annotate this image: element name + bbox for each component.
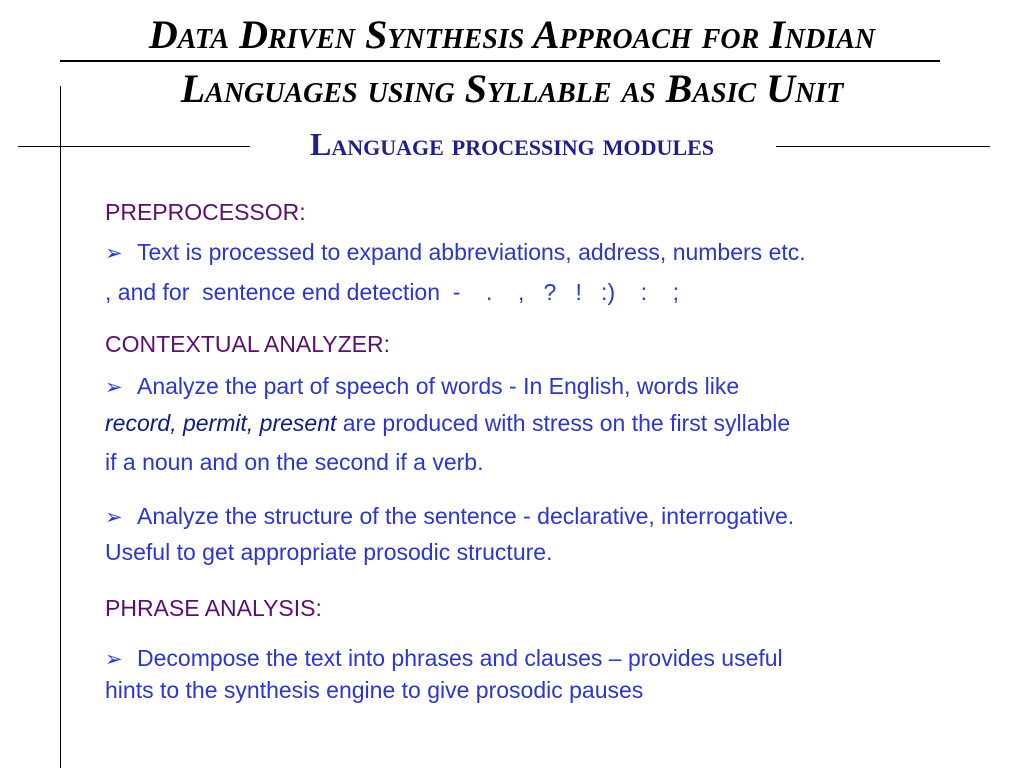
slide-title-line-2: Languages using Syllable as Basic Unit	[180, 66, 844, 111]
contextual-bullet-1-line-1	[105, 368, 985, 406]
bullet-text: Analyze the structure of the sentence - declarative, interrogative.	[137, 503, 795, 529]
left-vertical-rule	[60, 86, 61, 768]
preprocessor-bullet-line-1	[105, 234, 985, 272]
heading-phrase-analysis: PHRASE ANALYSIS:	[105, 595, 322, 621]
slide-title-line-1: Data Driven Synthesis Approach for Indian	[148, 12, 876, 57]
title-underline	[60, 60, 940, 62]
phrase-bullet-line-2: hints to the synthesis engine to give prosodic pauses	[105, 677, 644, 703]
bullet-arrow-icon: ➢	[105, 376, 123, 399]
contextual-bullet-1-line-2	[105, 405, 985, 441]
bullet-text: Text is processed to expand abbreviations, address, numbers etc.	[137, 239, 806, 265]
bullet-text: Decompose the text into phrases and clauses – provides useful	[137, 645, 783, 671]
contextual-bullet-1-line-3: if a noun and on the second if a verb.	[105, 449, 484, 475]
bullet-arrow-icon: ➢	[105, 506, 123, 529]
example-words: record, permit, present	[105, 410, 337, 436]
bullet-arrow-icon: ➢	[105, 242, 123, 265]
contextual-bullet-2-line-2: Useful to get appropriate prosodic structure.	[105, 539, 553, 565]
contextual-bullet-2-line-1	[105, 498, 985, 536]
slide-subtitle: Language processing modules	[309, 126, 715, 162]
bullet-text: are produced with stress on the first syllable	[336, 410, 791, 436]
heading-preprocessor: PREPROCESSOR:	[105, 199, 306, 225]
bullet-text: Analyze the part of speech of words - In English, words like	[137, 373, 740, 399]
bullet-arrow-icon: ➢	[105, 648, 123, 671]
preprocessor-bullet-line-2: , and for sentence end detection - . , ? ! :) : ;	[105, 279, 680, 305]
heading-contextual-analyzer: CONTEXTUAL ANALYZER:	[105, 331, 391, 357]
